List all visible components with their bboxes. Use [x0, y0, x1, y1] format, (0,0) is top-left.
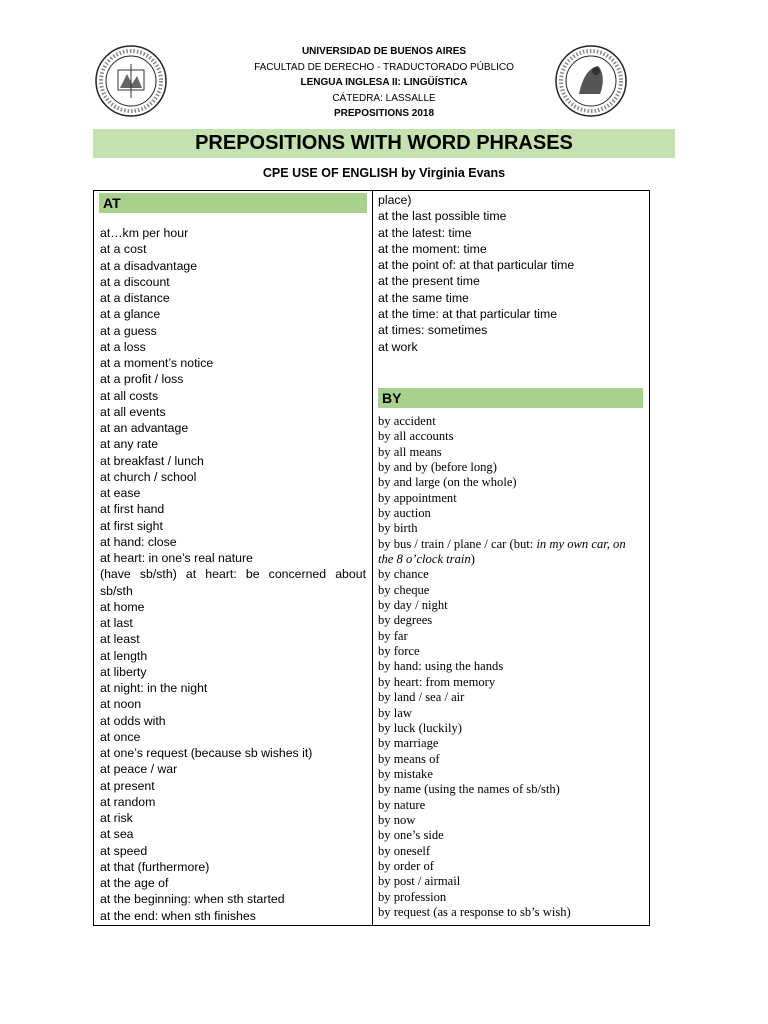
list-item: by profession — [378, 889, 447, 904]
list-item: at the same time — [378, 290, 469, 305]
list-item: at a guess — [100, 323, 157, 338]
list-item: at random — [100, 794, 156, 809]
list-item: (have sb/sth) at heart: be concerned about — [100, 567, 366, 582]
list-item: at work — [378, 339, 418, 354]
list-item: by now — [378, 812, 416, 827]
list-item: at risk — [100, 811, 133, 825]
university-name: UNIVERSIDAD DE BUENOS AIRES — [301, 46, 467, 57]
list-item: by luck (luckily) — [378, 720, 462, 735]
list-item: at one’s request (because sb wishes it) — [100, 746, 313, 760]
list-item: at length — [100, 648, 148, 663]
list-item: by bus / train / plane / car (but: in my own car, on the 8 o’clock train) — [378, 536, 626, 567]
list-item: by nature — [378, 797, 426, 812]
list-item: by day / night — [378, 598, 448, 613]
list-item: at all costs — [100, 388, 159, 403]
list-item: by and large (on the whole) — [378, 475, 517, 490]
page-subtitle: CPE USE OF ENGLISH by Virginia Evans — [262, 166, 506, 180]
list-item: at odds with — [100, 713, 166, 728]
list-item: by heart: from memory — [378, 674, 496, 689]
list-item: by appointment — [378, 490, 457, 505]
list-item: at a distance — [100, 291, 170, 305]
list-item: at breakfast / lunch — [100, 453, 204, 468]
list-item: at noon — [100, 697, 142, 712]
list-item: at once — [100, 729, 141, 744]
faculty-name: FACULTAD DE DERECHO - TRADUCTORADO PÚBLICO — [254, 61, 514, 73]
list-item: at a cost — [100, 242, 147, 257]
list-item: at sea — [100, 827, 134, 842]
list-item: by name (using the names of sb/sth) — [378, 782, 560, 797]
list-item: at a moment’s notice — [100, 356, 214, 370]
list-item: by one’s side — [378, 828, 444, 843]
list-item: by marriage — [378, 736, 439, 751]
list-item: at first hand — [100, 502, 165, 517]
list-item: at ease — [100, 486, 141, 500]
list-item: by accident — [378, 413, 436, 428]
list-item: at the age of — [100, 876, 169, 890]
list-item: by force — [378, 644, 420, 659]
list-item: at the point of: at that particular time — [378, 258, 575, 273]
list-item: at a discount — [100, 274, 170, 289]
list-item: by request (as a response to sb’s wish) — [378, 904, 571, 919]
list-item: by auction — [378, 506, 431, 521]
course-name: LENGUA INGLESA II: LINGÜÍSTICA — [300, 77, 468, 88]
list-item: at a disadvantage — [100, 258, 198, 273]
list-item: by means of — [378, 751, 440, 766]
list-item: at speed — [100, 843, 148, 858]
list-item: by land / sea / air — [378, 690, 465, 705]
list-item: at liberty — [100, 664, 147, 679]
list-item: at night: in the night — [100, 681, 208, 695]
list-item: by cheque — [378, 582, 430, 597]
university-seal-left-icon — [94, 44, 168, 118]
at-phrase-list-continued — [373, 191, 649, 355]
list-item: at last — [100, 616, 133, 630]
list-item: at a glance — [100, 307, 161, 322]
list-item: by law — [378, 705, 412, 720]
document-header — [200, 44, 568, 122]
right-column — [373, 191, 649, 920]
list-item: at the time: at that particular time — [378, 307, 558, 322]
list-item: place) — [378, 193, 412, 207]
list-item: at the moment: time — [378, 241, 487, 256]
topic-name: PREPOSITIONS 2018 — [333, 108, 435, 119]
left-column — [94, 191, 372, 924]
list-item: at that (furthermore) — [100, 859, 210, 874]
list-item: by order of — [378, 858, 434, 873]
list-item: at a loss — [100, 339, 146, 354]
list-item: by and by (before long) — [378, 460, 497, 474]
list-item: at home — [100, 599, 145, 614]
list-item: at the latest: time — [378, 225, 472, 240]
list-item: by all accounts — [378, 429, 454, 444]
list-item: by birth — [378, 521, 418, 536]
list-item: at hand: close — [100, 534, 177, 549]
list-item: at present — [100, 778, 155, 793]
list-item: at heart: in one’s real nature — [100, 551, 253, 565]
list-item: at all events — [100, 404, 166, 419]
section-heading-by: BY — [378, 388, 643, 408]
list-item: by mistake — [378, 766, 433, 781]
list-item: by oneself — [378, 843, 431, 858]
section-heading-at: AT — [99, 193, 367, 213]
list-item: at the present time — [378, 274, 480, 289]
list-item: at…km per hour — [100, 226, 189, 240]
list-item: at an advantage — [100, 421, 189, 435]
list-item: at a profit / loss — [100, 372, 184, 387]
list-item: at peace / war — [100, 762, 178, 777]
list-item: by all means — [378, 444, 442, 459]
list-item: at least — [100, 632, 140, 647]
list-item: at church / school — [100, 469, 197, 484]
list-item: by chance — [378, 567, 429, 582]
list-item: at the end: when sth finishes — [100, 908, 256, 923]
list-item: at any rate — [100, 437, 159, 452]
list-item: by degrees — [378, 613, 433, 628]
page-title: PREPOSITIONS WITH WORD PHRASES — [93, 129, 675, 158]
prepositions-table — [93, 190, 650, 926]
list-item: by post / airmail — [378, 874, 461, 889]
chair-name: CÁTEDRA: LASSALLE — [332, 92, 436, 104]
list-item: sb/sth — [100, 583, 133, 598]
by-phrase-list — [373, 408, 649, 920]
list-item: at first sight — [100, 518, 163, 533]
list-item: at the last possible time — [378, 209, 507, 224]
at-phrase-list — [94, 213, 372, 924]
list-item: at the beginning: when sth started — [100, 892, 285, 907]
list-item: by far — [378, 628, 408, 643]
list-item: by hand: using the hands — [378, 659, 504, 674]
list-item: at times: sometimes — [378, 323, 488, 338]
